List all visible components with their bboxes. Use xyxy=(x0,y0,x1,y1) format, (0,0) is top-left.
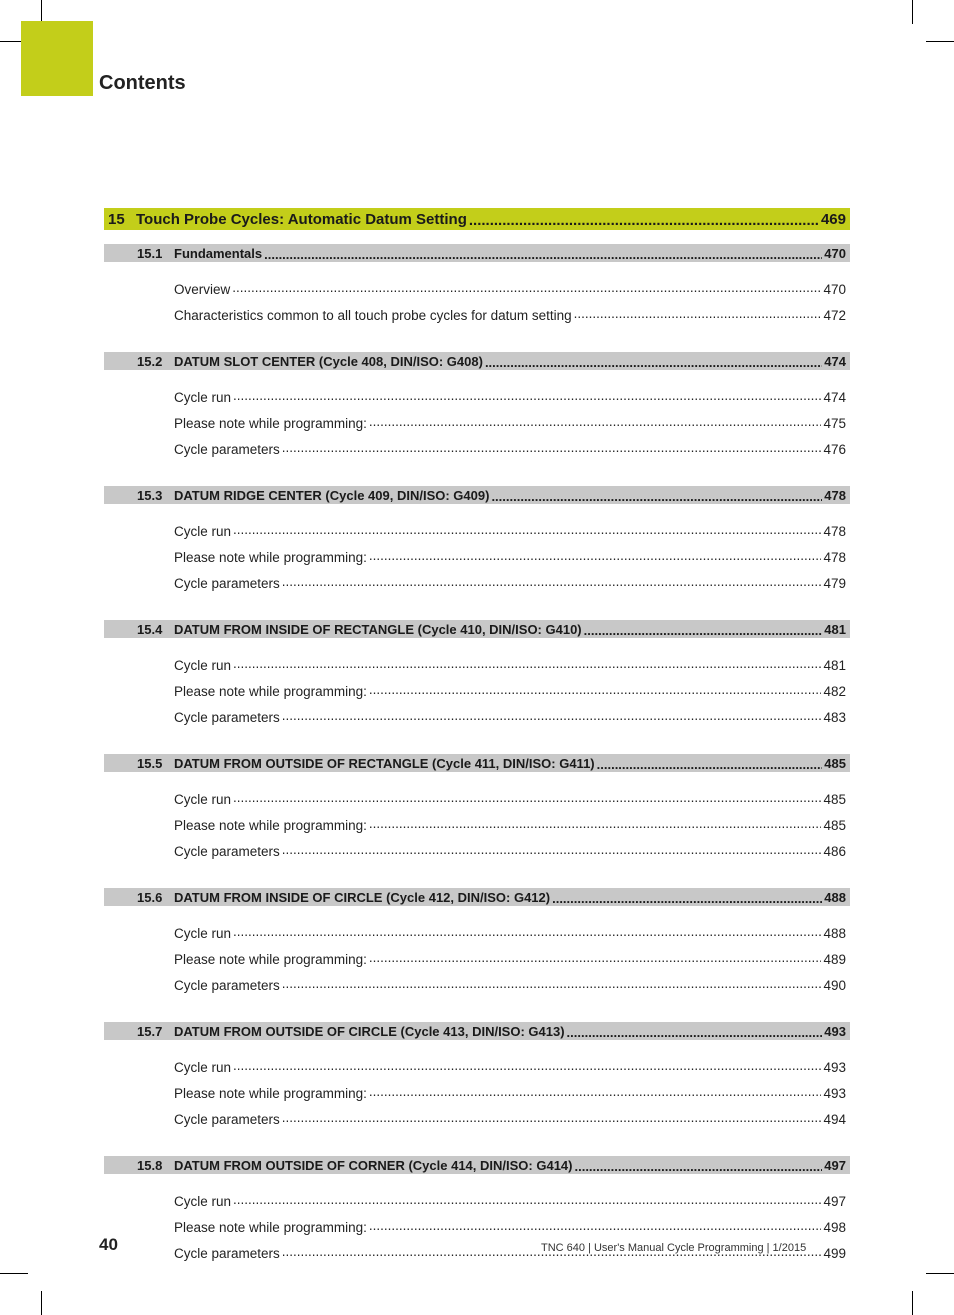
toc-section-row[interactable] xyxy=(104,888,850,906)
leader-dots xyxy=(232,280,821,294)
entry-page: 475 xyxy=(823,415,846,431)
section-number: 15.6 xyxy=(137,889,163,905)
crop-mark xyxy=(926,41,954,42)
leader-dots xyxy=(369,1084,822,1098)
toc-section-row[interactable] xyxy=(104,352,850,370)
leader-dots xyxy=(552,891,822,904)
toc-entry[interactable] xyxy=(174,790,846,816)
leader-dots xyxy=(574,1159,822,1172)
leader-dots xyxy=(233,388,821,402)
entry-title: Cycle parameters xyxy=(174,575,280,591)
section-page: 478 xyxy=(824,487,846,503)
entry-title: Cycle run xyxy=(174,389,232,405)
entry-page: 474 xyxy=(823,389,846,405)
toc-chapter-row[interactable] xyxy=(104,208,850,230)
leader-dots xyxy=(567,1025,823,1038)
entry-title: Overview xyxy=(174,281,231,297)
entry-page: 490 xyxy=(823,977,846,993)
footer-text: TNC 640 | User's Manual Cycle Programming | 1/2015 xyxy=(541,1242,807,1254)
toc-entry[interactable] xyxy=(174,708,846,734)
leader-dots xyxy=(574,306,822,320)
footer-page-number: 40 xyxy=(99,1235,118,1254)
entry-page: 478 xyxy=(823,549,846,565)
leader-dots xyxy=(597,757,823,770)
entry-page: 497 xyxy=(823,1193,846,1209)
entry-title: Please note while programming: xyxy=(174,951,367,967)
toc-entry[interactable] xyxy=(174,1110,846,1136)
entry-page: 485 xyxy=(823,791,846,807)
section-title: DATUM FROM INSIDE OF CIRCLE (Cycle 412, DIN/ISO: G412) xyxy=(174,889,551,905)
entry-title: Cycle run xyxy=(174,791,232,807)
toc-sections xyxy=(104,244,850,1276)
leader-dots xyxy=(233,522,821,536)
toc-section-row[interactable] xyxy=(104,1022,850,1040)
entry-page: 476 xyxy=(823,441,846,457)
toc-section-row[interactable] xyxy=(104,486,850,504)
entry-title: Cycle parameters xyxy=(174,441,280,457)
entry-title: Please note while programming: xyxy=(174,817,367,833)
leader-dots xyxy=(485,355,822,368)
toc-section xyxy=(104,888,850,1008)
toc-entry[interactable] xyxy=(174,414,846,440)
crop-mark xyxy=(912,1291,913,1315)
entry-page: 488 xyxy=(823,925,846,941)
entry-page: 482 xyxy=(823,683,846,699)
entry-title: Please note while programming: xyxy=(174,549,367,565)
section-number: 15.2 xyxy=(137,353,163,369)
leader-dots xyxy=(282,708,822,722)
toc-entry[interactable] xyxy=(174,816,846,842)
section-title: DATUM SLOT CENTER (Cycle 408, DIN/ISO: G408) xyxy=(174,353,483,369)
entry-page: 483 xyxy=(823,709,846,725)
entry-title: Please note while programming: xyxy=(174,683,367,699)
toc-section xyxy=(104,244,850,338)
toc-entry[interactable] xyxy=(174,656,846,682)
leader-dots xyxy=(233,656,821,670)
toc-section-row[interactable] xyxy=(104,1156,850,1174)
toc-entries xyxy=(104,638,850,740)
section-number: 15.8 xyxy=(137,1157,163,1173)
toc-section xyxy=(104,620,850,740)
leader-dots xyxy=(369,816,822,830)
toc-entry[interactable] xyxy=(174,440,846,466)
toc-section xyxy=(104,1156,850,1276)
leader-dots xyxy=(369,1218,822,1232)
header-accent-block xyxy=(21,21,93,96)
section-title: DATUM FROM OUTSIDE OF CIRCLE (Cycle 413, DIN/ISO: G413) xyxy=(174,1023,565,1039)
entry-title: Cycle run xyxy=(174,925,232,941)
entry-title: Cycle run xyxy=(174,657,232,673)
leader-dots xyxy=(264,247,822,260)
toc-entries xyxy=(104,906,850,1008)
section-title: DATUM FROM OUTSIDE OF RECTANGLE (Cycle 411, DIN/ISO: G411) xyxy=(174,755,595,771)
section-title: DATUM FROM OUTSIDE OF CORNER (Cycle 414, DIN/ISO: G414) xyxy=(174,1157,573,1173)
toc-entries xyxy=(104,1174,850,1276)
entry-title: Cycle parameters xyxy=(174,977,280,993)
chapter-page: 469 xyxy=(820,210,846,228)
entry-page: 478 xyxy=(823,523,846,539)
section-page: 474 xyxy=(824,353,846,369)
leader-dots xyxy=(369,950,822,964)
toc-section xyxy=(104,1022,850,1142)
toc-entries xyxy=(104,772,850,874)
toc-entry[interactable] xyxy=(174,280,846,306)
section-number: 15.3 xyxy=(137,487,163,503)
section-page: 485 xyxy=(824,755,846,771)
toc-entry[interactable] xyxy=(174,522,846,548)
toc-entry[interactable] xyxy=(174,842,846,868)
toc-section xyxy=(104,754,850,874)
entry-title: Cycle parameters xyxy=(174,709,280,725)
entry-page: 493 xyxy=(823,1059,846,1075)
entry-page: 479 xyxy=(823,575,846,591)
leader-dots xyxy=(233,1058,821,1072)
toc-entry[interactable] xyxy=(174,388,846,414)
chapter-number: 15 xyxy=(108,210,125,228)
section-title: Fundamentals xyxy=(174,245,263,261)
toc-section xyxy=(104,486,850,606)
entry-page: 499 xyxy=(823,1245,846,1261)
crop-mark xyxy=(912,0,913,24)
section-number: 15.7 xyxy=(137,1023,163,1039)
toc-entry[interactable] xyxy=(174,1084,846,1110)
section-number: 15.4 xyxy=(137,621,163,637)
section-number: 15.5 xyxy=(137,755,163,771)
toc-entries xyxy=(104,1040,850,1142)
section-page: 497 xyxy=(824,1157,846,1173)
toc-entry[interactable] xyxy=(174,1218,846,1244)
toc-entry[interactable] xyxy=(174,682,846,708)
leader-dots xyxy=(282,440,822,454)
toc-entry[interactable] xyxy=(174,548,846,574)
leader-dots xyxy=(369,682,822,696)
entry-page: 486 xyxy=(823,843,846,859)
toc-entries xyxy=(104,504,850,606)
section-page: 493 xyxy=(824,1023,846,1039)
toc-entry[interactable] xyxy=(174,924,846,950)
leader-dots xyxy=(491,489,822,502)
toc-entry[interactable] xyxy=(174,306,846,332)
entry-page: 481 xyxy=(823,657,846,673)
toc-section-row[interactable] xyxy=(104,244,850,262)
toc-entries xyxy=(104,370,850,472)
toc-entries xyxy=(104,262,850,338)
crop-mark xyxy=(926,1273,954,1274)
leader-dots xyxy=(369,414,822,428)
page-title: Contents xyxy=(99,72,186,94)
entry-page: 493 xyxy=(823,1085,846,1101)
entry-title: Cycle parameters xyxy=(174,1111,280,1127)
entry-title: Cycle parameters xyxy=(174,1245,280,1261)
leader-dots xyxy=(233,1192,821,1206)
section-title: DATUM RIDGE CENTER (Cycle 409, DIN/ISO: G409) xyxy=(174,487,490,503)
entry-page: 494 xyxy=(823,1111,846,1127)
entry-page: 489 xyxy=(823,951,846,967)
table-of-contents xyxy=(104,208,850,1276)
leader-dots xyxy=(282,842,822,856)
toc-section-row[interactable] xyxy=(104,620,850,638)
section-page: 470 xyxy=(824,245,846,261)
leader-dots xyxy=(369,548,822,562)
toc-section xyxy=(104,352,850,472)
leader-dots xyxy=(282,574,822,588)
entry-title: Please note while programming: xyxy=(174,415,367,431)
toc-entry[interactable] xyxy=(174,1192,846,1218)
leader-dots xyxy=(469,212,819,227)
crop-mark xyxy=(41,1291,42,1315)
toc-entry[interactable] xyxy=(174,976,846,1002)
leader-dots xyxy=(233,790,821,804)
toc-entry[interactable] xyxy=(174,1058,846,1084)
leader-dots xyxy=(282,976,822,990)
toc-entry[interactable] xyxy=(174,950,846,976)
entry-title: Characteristics common to all touch probe cycles for datum setting xyxy=(174,307,572,323)
entry-title: Cycle parameters xyxy=(174,843,280,859)
section-page: 481 xyxy=(824,621,846,637)
section-number: 15.1 xyxy=(137,245,163,261)
crop-mark xyxy=(0,1273,28,1274)
toc-section-row[interactable] xyxy=(104,754,850,772)
entry-page: 472 xyxy=(823,307,846,323)
section-page: 488 xyxy=(824,889,846,905)
leader-dots xyxy=(282,1110,822,1124)
entry-page: 498 xyxy=(823,1219,846,1235)
entry-title: Please note while programming: xyxy=(174,1219,367,1235)
entry-page: 485 xyxy=(823,817,846,833)
entry-title: Please note while programming: xyxy=(174,1085,367,1101)
entry-title: Cycle run xyxy=(174,1193,232,1209)
leader-dots xyxy=(233,924,821,938)
entry-title: Cycle run xyxy=(174,1059,232,1075)
chapter-title: Touch Probe Cycles: Automatic Datum Setting xyxy=(136,210,467,228)
entry-title: Cycle run xyxy=(174,523,232,539)
toc-entry[interactable] xyxy=(174,574,846,600)
section-title: DATUM FROM INSIDE OF RECTANGLE (Cycle 410, DIN/ISO: G410) xyxy=(174,621,582,637)
entry-page: 470 xyxy=(823,281,846,297)
leader-dots xyxy=(584,623,823,636)
